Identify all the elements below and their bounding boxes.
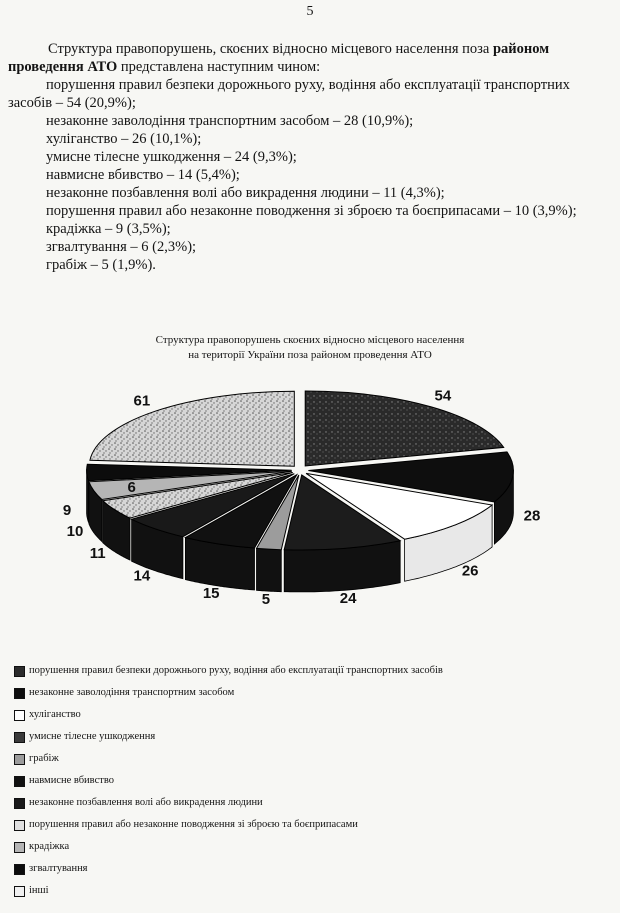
list-item: грабіж – 5 (1,9%).: [46, 257, 156, 273]
legend-item: [14, 726, 604, 748]
intro-text-bold: районом проведення АТО: [8, 41, 550, 75]
legend-item: [14, 660, 604, 682]
intro-paragraph: [8, 40, 612, 76]
list-item: крадіжка – 9 (3,5%);: [46, 221, 171, 237]
legend-label: порушення правил або незаконне поводження зі зброєю та боєприпасами: [29, 819, 358, 830]
legend-item: [14, 880, 604, 902]
pie-value-label: 54: [434, 387, 452, 405]
pie-value-label: 14: [133, 567, 151, 585]
list-item: хуліганство – 26 (10,1%);: [46, 131, 202, 147]
chart-title-line1: Структура правопорушень скоєних відносно місцевого населення: [155, 334, 465, 346]
pie-value-label: 24: [339, 590, 357, 607]
legend-item: [14, 748, 604, 770]
legend-swatch: [14, 798, 25, 809]
legend-swatch: [14, 754, 25, 765]
pie-value-label: 10: [66, 523, 84, 541]
legend-item: [14, 682, 604, 704]
legend-label: порушення правил безпеки дорожнього руху, водіння або експлуатації транспортних засобів: [29, 665, 443, 676]
list-item: згвалтування – 6 (2,3%);: [46, 239, 197, 255]
chart-legend: [14, 660, 604, 902]
list-item: незаконне заволодіння транспортним засобом – 28 (10,9%);: [46, 113, 414, 129]
legend-label: незаконне заволодіння транспортним засобом: [29, 687, 235, 698]
legend-label: навмисне вбивство: [29, 775, 114, 786]
offence-list: [8, 76, 612, 274]
legend-label: крадіжка: [29, 841, 70, 852]
legend-swatch: [14, 842, 25, 853]
list-item: незаконне позбавлення волі або викрадення людини – 11 (4,3%);: [46, 185, 445, 201]
legend-label: хуліганство: [29, 709, 81, 720]
pie-value-label: 26: [461, 562, 479, 580]
chart-title-line2: на території України поза районом проведення АТО: [188, 349, 432, 361]
intro-text-part1: Структура правопорушень, скоєних відносно місцевого населення поза: [48, 41, 493, 57]
legend-item: [14, 770, 604, 792]
legend-swatch: [14, 776, 25, 787]
pie-value-label: 11: [89, 545, 106, 563]
legend-swatch: [14, 820, 25, 831]
legend-label: грабіж: [29, 753, 59, 764]
pie-value-label: 61: [133, 392, 151, 410]
legend-label: незаконне позбавлення волі або викрадення людини: [29, 797, 263, 808]
pie-chart: [0, 370, 620, 655]
pie-tops: [87, 391, 514, 550]
pie-value-label: 6: [127, 478, 136, 496]
pie-value-label: 5: [261, 591, 271, 608]
legend-item: [14, 836, 604, 858]
legend-swatch: [14, 710, 25, 721]
legend-item: [14, 704, 604, 726]
pie-value-label: 28: [523, 507, 541, 525]
legend-item: [14, 814, 604, 836]
intro-text-part2: представлена наступним чином:: [117, 59, 321, 75]
chart-title: [60, 333, 560, 363]
page-number: 5: [306, 4, 314, 19]
pie-value-label: 15: [202, 585, 220, 602]
list-item: порушення правил або незаконне поводження зі зброєю та боєприпасами – 10 (3,9%);: [46, 203, 577, 219]
legend-swatch: [14, 688, 25, 699]
list-item: навмисне вбивство – 14 (5,4%);: [46, 167, 240, 183]
legend-item: [14, 792, 604, 814]
list-item: порушення правил безпеки дорожнього руху, водіння або експлуатації транспортних засобів – 54 (20,9%);: [8, 77, 570, 111]
pie-slice: [90, 391, 294, 466]
legend-label: інші: [29, 885, 49, 896]
legend-label: згвалтування: [29, 863, 88, 874]
legend-swatch: [14, 666, 25, 677]
legend-item: [14, 858, 604, 880]
list-item: умисне тілесне ушкодження – 24 (9,3%);: [46, 149, 297, 165]
legend-swatch: [14, 886, 25, 897]
legend-swatch: [14, 732, 25, 743]
legend-swatch: [14, 864, 25, 875]
pie-slice-side: [257, 548, 282, 591]
legend-label: умисне тілесне ушкодження: [29, 731, 156, 742]
pie-value-label: 9: [62, 501, 72, 519]
